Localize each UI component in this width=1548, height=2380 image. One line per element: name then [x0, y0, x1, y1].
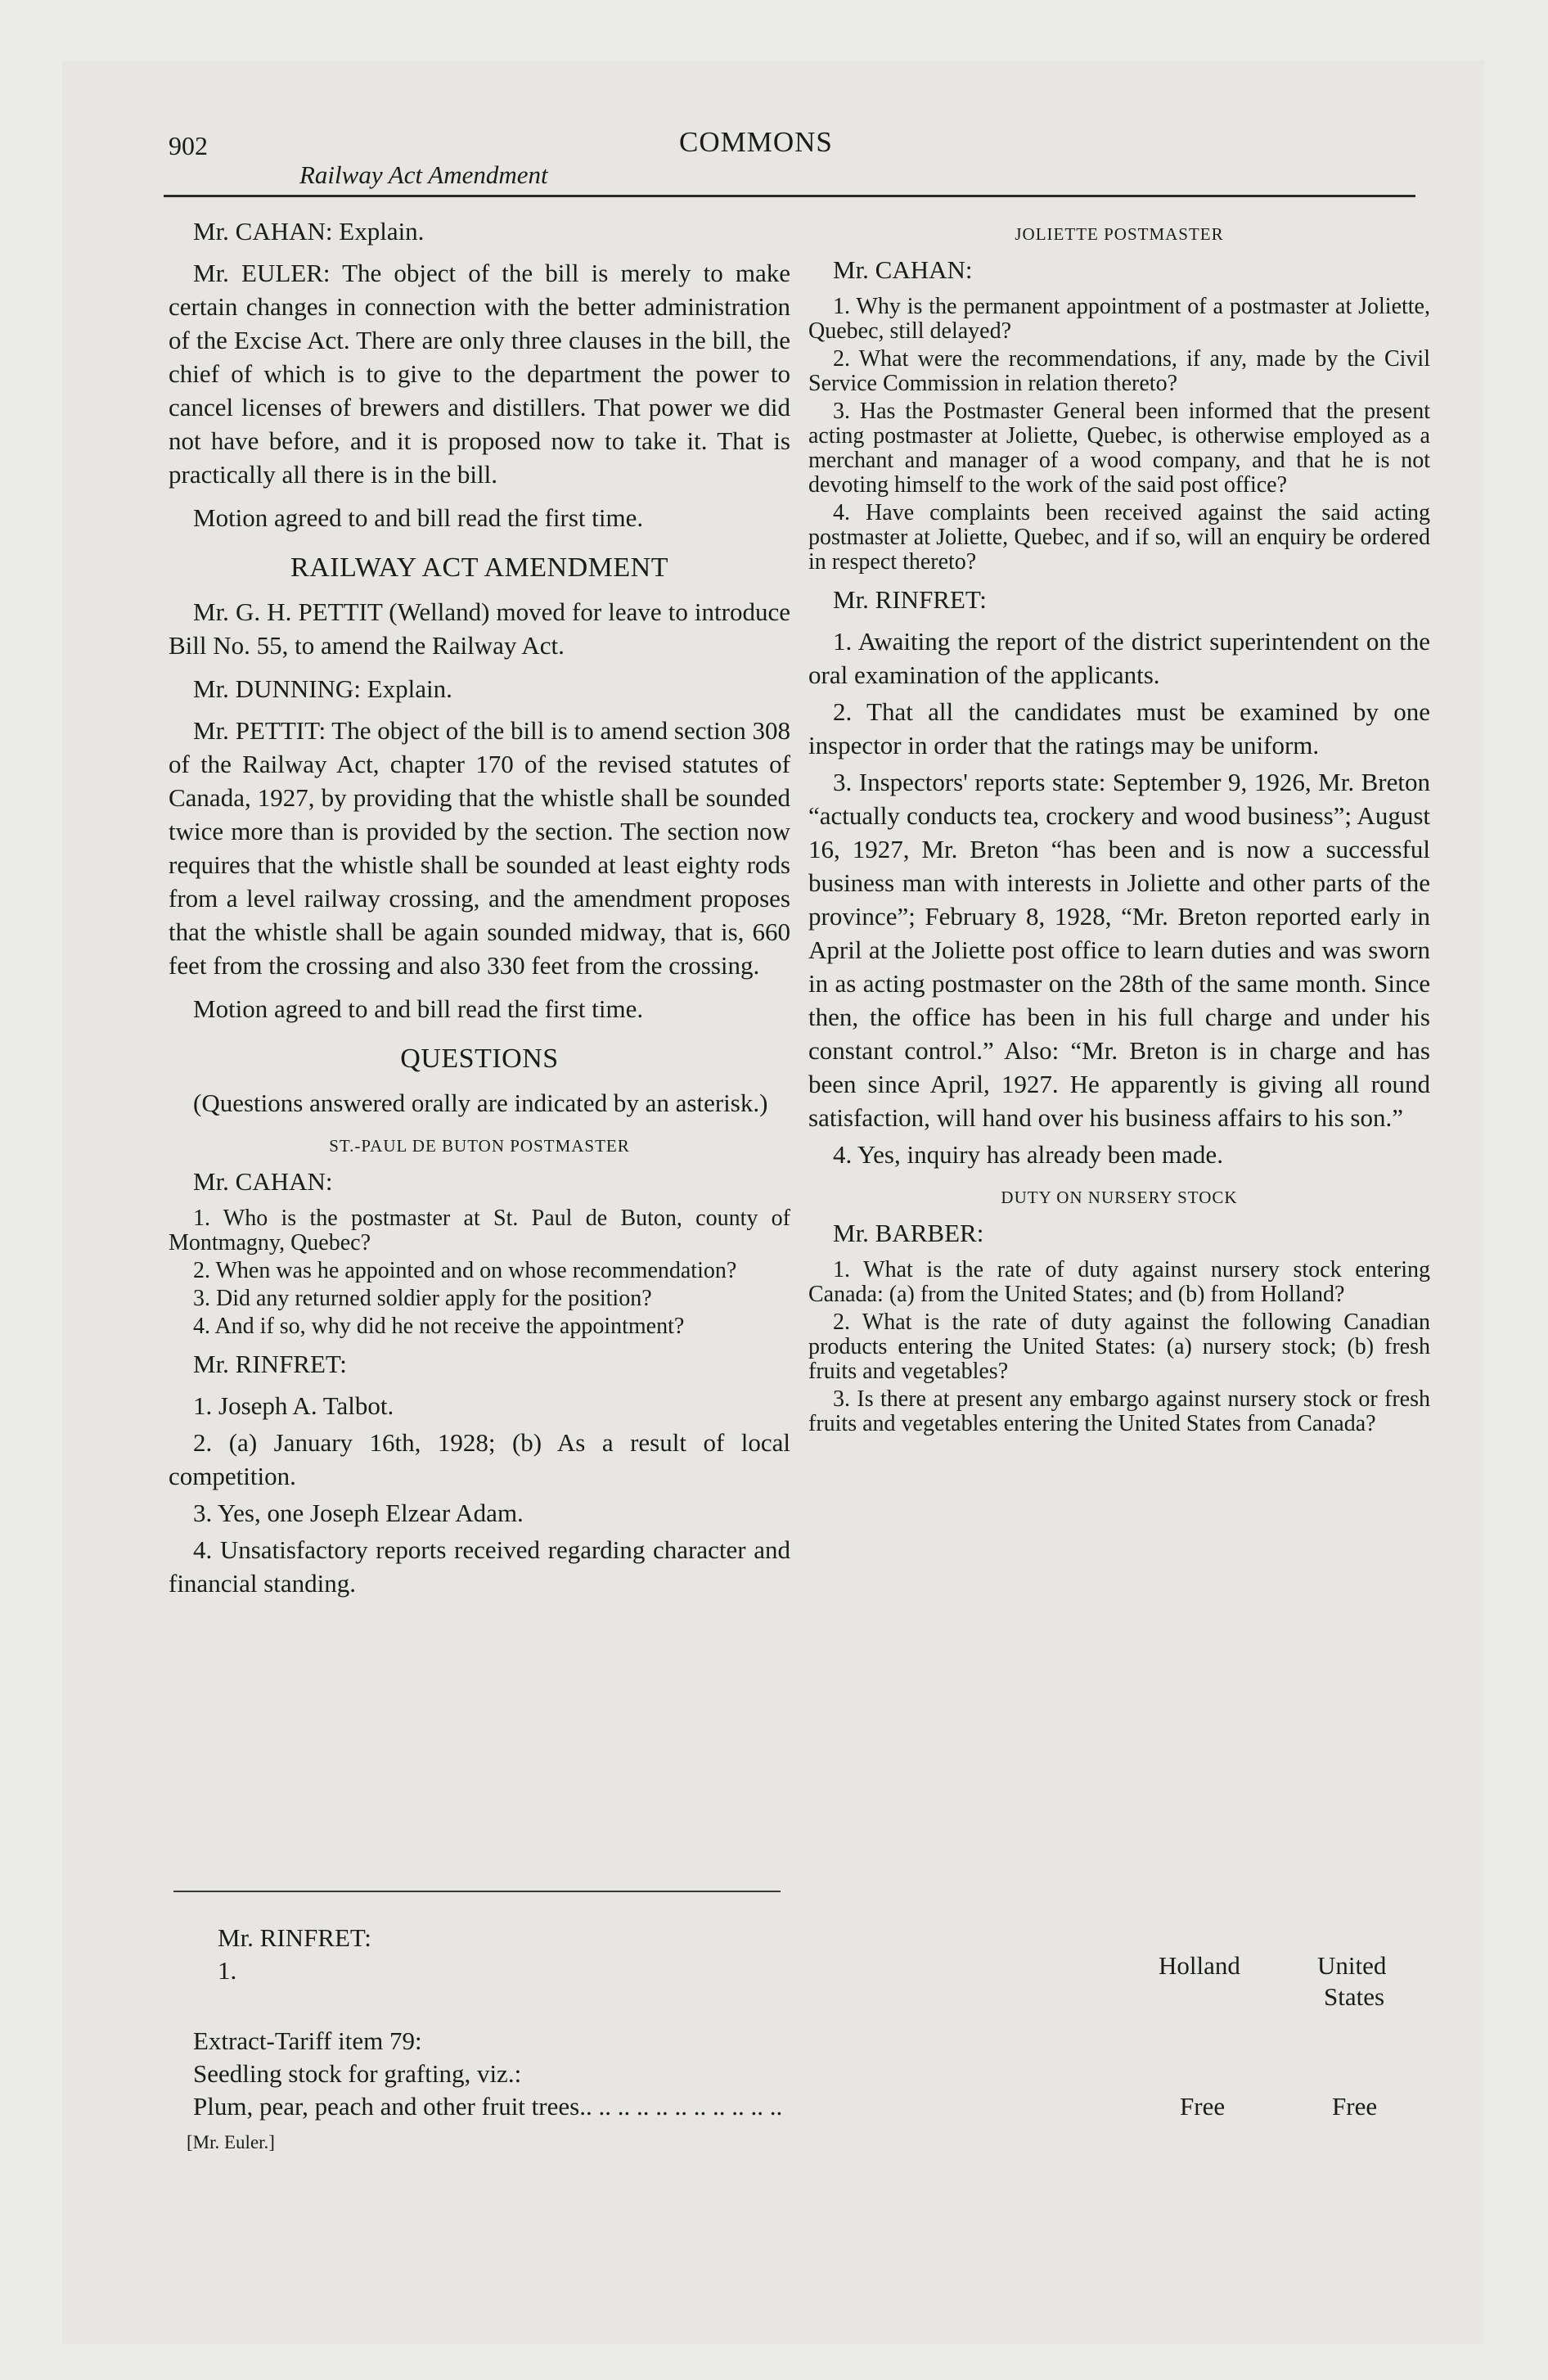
right-column [808, 214, 1430, 1440]
table-row: Seedling stock for grafting, viz.: [193, 2059, 522, 2088]
paragraph: Mr. EULER: The object of the bill is merely to make certain changes in connection with the better administration of the Excise Act. There are only three clauses in the bill, the chief of which is to give to the department the power to cancel licenses of brewers and distillers. That power we did not have before, and it is proposed now to take it. That is practically all there is in the bill. [169, 259, 790, 489]
section-heading: RAILWAY ACT AMENDMENT [290, 552, 668, 583]
subsection-heading: DUTY ON NURSERY STOCK [1001, 1188, 1238, 1207]
question: 1. Why is the permanent appointment of a postmaster at Joliette, Quebec, still delayed? [808, 294, 1430, 344]
answer: 2. (a) January 16th, 1928; (b) As a result of local competition. [169, 1428, 790, 1490]
speaker-label: Mr. RINFRET: [833, 585, 987, 614]
question: 3. Is there at present any embargo against nursery stock or fresh fruits and vegetables entering the United States from Canada? [808, 1386, 1430, 1436]
speaker-label: Mr. BARBER: [833, 1219, 984, 1247]
answer: 3. Yes, one Joseph Elzear Adam. [193, 1499, 524, 1527]
paragraph: Mr. G. H. PETTIT (Welland) moved for leave to introduce Bill No. 55, to amend the Railway Act. [169, 597, 790, 660]
answer: 1. Awaiting the report of the district superintendent on the oral examination of the applicants. [808, 627, 1430, 689]
table-cell: Free [1332, 2092, 1378, 2121]
question: 3. Did any returned soldier apply for the position? [193, 1286, 652, 1311]
question: 4. Have complaints been received against the said acting postmaster at Joliette, Quebec, and if so, will an enquiry be ordered in respect thereto? [808, 500, 1430, 575]
section-heading: QUESTIONS [400, 1044, 559, 1074]
speaker-label: Mr. CAHAN: [833, 255, 973, 284]
left-column [169, 214, 790, 1603]
question: 2. What were the recommendations, if any, made by the Civil Service Commission in relation thereto? [808, 346, 1430, 396]
question: 1. What is the rate of duty against nursery stock entering Canada: (a) from the United States; and (b) from Holland? [808, 1257, 1430, 1307]
speaker-label: Mr. RINFRET: [193, 1350, 347, 1378]
page-title: COMMONS [679, 126, 833, 158]
answer: 1. Joseph A. Talbot. [193, 1391, 394, 1420]
table-row: Extract-Tariff item 79: [193, 2026, 422, 2055]
page-number: 902 [169, 131, 208, 160]
table-row: Plum, pear, peach and other fruit trees.. .. .. .. .. .. .. .. .. .. .. [193, 2092, 783, 2121]
paragraph: Mr. CAHAN: Explain. [193, 217, 425, 246]
answer: 3. Inspectors' reports state: September 9, 1926, Mr. Breton “actually conducts tea, crockery and wood business”; August 16, 1927, Mr. Breton “has been and is now a successful business man with interests in Joliette and other parts of the province”; February 8, 1928, “Mr. Breton reported early in April at the Joliette post office to learn duties and was sworn in as acting postmaster on the 28th of the same month. Since then, the office has been in his full charge and under his constant control.” Also: “Mr. Breton is in charge and has been since April, 1927. He apparently is giving all round satisfaction, will hand over his business affairs to his son.” [808, 768, 1430, 1132]
question: 3. Has the Postmaster General been informed that the present acting postmaster at Joliette, Quebec, is otherwise employed as a merchant and manager of a wood company, and that he is not devoting himself to the work of the said post office? [808, 399, 1430, 498]
answer: 4. Unsatisfactory reports received regarding character and financial standing. [169, 1535, 790, 1598]
answer-number: 1. [218, 1956, 237, 1985]
speaker-label: Mr. CAHAN: [193, 1167, 333, 1196]
table-cell: Free [1180, 2092, 1226, 2121]
section-divider [173, 1891, 781, 1892]
answer: 4. Yes, inquiry has already been made. [833, 1140, 1223, 1169]
paragraph: Motion agreed to and bill read the first time. [193, 994, 644, 1023]
column-header-us: United [1317, 1951, 1387, 1980]
paragraph: (Questions answered orally are indicated by an asterisk.) [193, 1089, 768, 1117]
subsection-heading: ST.-PAUL DE BUTON POSTMASTER [329, 1136, 630, 1156]
footer-note: [Mr. Euler.] [187, 2132, 275, 2152]
column-header-us: States [1324, 1982, 1385, 2011]
answer: 2. That all the candidates must be examined by one inspector in order that the ratings may be uniform. [808, 697, 1430, 760]
speaker-label: Mr. RINFRET: [218, 1923, 371, 1952]
question: 2. When was he appointed and on whose recommendation? [193, 1258, 737, 1283]
paragraph: Mr. DUNNING: Explain. [193, 674, 452, 703]
question: 1. Who is the postmaster at St. Paul de Buton, county of Montmagny, Quebec? [169, 1206, 790, 1255]
paragraph: Motion agreed to and bill read the first time. [193, 503, 644, 532]
question: 2. What is the rate of duty against the following Canadian products entering the United States: (a) nursery stock; (b) fresh fruits and vegetables? [808, 1309, 1430, 1384]
subsection-heading: JOLIETTE POSTMASTER [1015, 224, 1224, 244]
column-header-holland: Holland [1159, 1951, 1240, 1980]
question: 4. And if so, why did he not receive the appointment? [193, 1314, 685, 1339]
header-rule [164, 195, 1415, 197]
paragraph: Mr. PETTIT: The object of the bill is to amend section 308 of the Railway Act, chapter 170 of the revised statutes of Canada, 1927, by providing that the whistle shall be sounded twice more than is provided by the section. The section now requires that the whistle shall be sounded at least eighty rods from a level railway crossing, and the amendment proposes that the whistle shall be again sounded midway, that is, 660 feet from the crossing and also 330 feet from the crossing. [169, 716, 790, 980]
page-subtitle: Railway Act Amendment [299, 160, 548, 189]
